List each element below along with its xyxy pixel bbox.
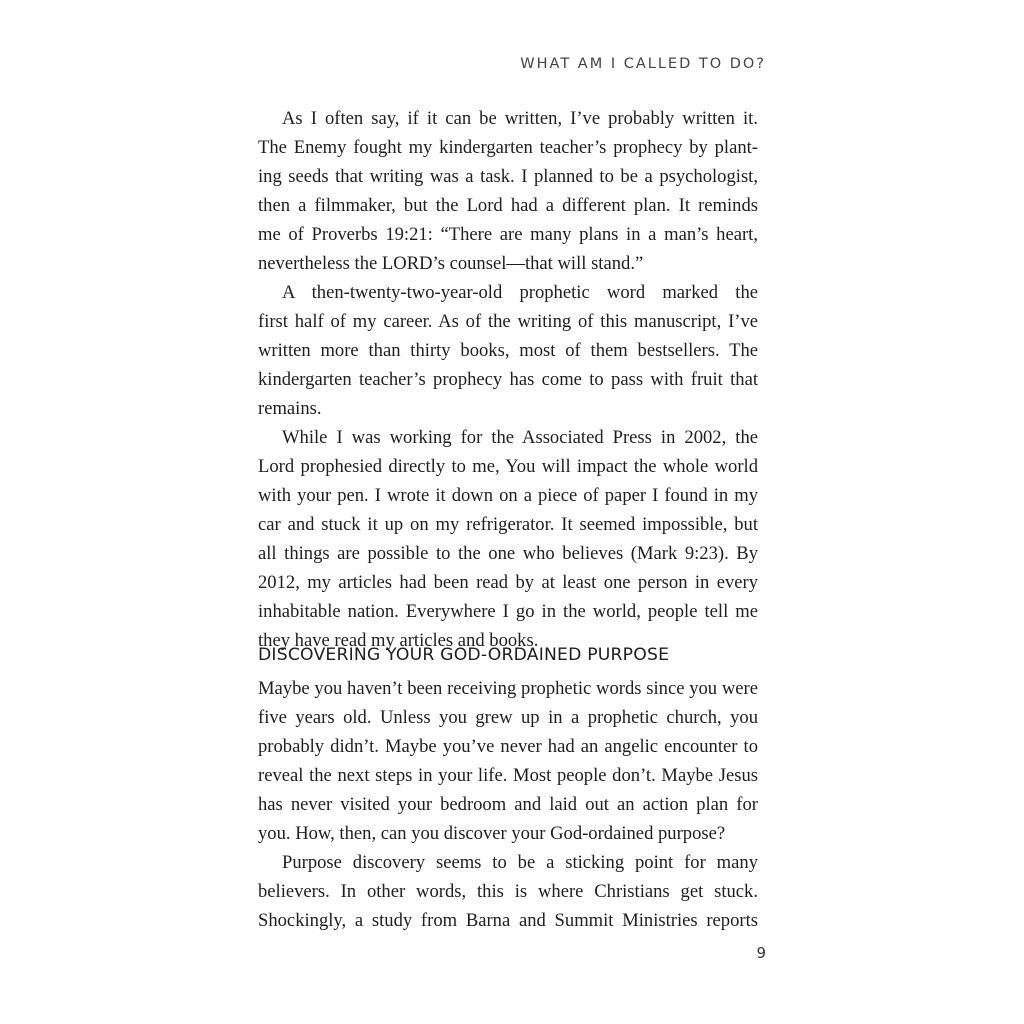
paragraph-3-line-2: Lord prophesied directly to me, You will impact the whole world (258, 456, 758, 477)
paragraph-4-line-4: reveal the next steps in your life. Most people don’t. Maybe Jesus (258, 765, 758, 786)
paragraph-4-line-3: probably didn’t. Maybe you’ve never had an angelic encounter to (258, 736, 758, 757)
paragraph-3-line-1: While I was working for the Associated Press in 2002, the (282, 427, 758, 448)
paragraph-3-line-7: inhabitable nation. Everywhere I go in the world, people tell me (258, 601, 758, 622)
paragraph-2-line-1: A then-twenty-two-year-old prophetic word marked the (282, 282, 758, 303)
paragraph-2-line-3: written more than thirty books, most of them bestsellers. The (258, 340, 758, 361)
paragraph-4-line-5: has never visited your bedroom and laid out an action plan for (258, 794, 758, 815)
paragraph-3-line-8: they have read my articles and books. (258, 630, 539, 651)
paragraph-3-line-3: with your pen. I wrote it down on a piece of paper I found in my (258, 485, 758, 506)
paragraph-1-line-1: As I often say, if it can be written, I’ve probably written it. (282, 108, 758, 129)
paragraph-2-line-4: kindergarten teacher’s prophecy has come to pass with fruit that (258, 369, 758, 390)
paragraph-5-line-3: Shockingly, a study from Barna and Summit Ministries reports (258, 910, 758, 931)
paragraph-5-line-2: believers. In other words, this is where Christians get stuck. (258, 881, 758, 902)
paragraph-3-line-4: car and stuck it up on my refrigerator. It seemed impossible, but (258, 514, 758, 535)
paragraph-3-line-6: 2012, my articles had been read by at least one person in every (258, 572, 758, 593)
paragraph-5-line-1: Purpose discovery seems to be a sticking point for many (282, 852, 758, 873)
paragraph-3-line-5: all things are possible to the one who believes (Mark 9:23). By (258, 543, 758, 564)
body-text-after-heading (258, 674, 758, 935)
section-heading: DISCOVERING YOUR GOD-ORDAINED PURPOSE (258, 645, 670, 665)
paragraph-4-line-1: Maybe you haven’t been receiving prophetic words since you were (258, 678, 758, 699)
paragraph-1-line-5: me of Proverbs 19:21: “There are many plans in a man’s heart, (258, 224, 758, 245)
paragraph-1-line-6: nevertheless the LORD’s counsel—that will stand.” (258, 253, 644, 274)
paragraph-2-line-2: first half of my career. As of the writing of this manuscript, I’ve (258, 311, 758, 332)
paragraph-1-line-2: The Enemy fought my kindergarten teacher’s prophecy by plant- (258, 137, 758, 158)
running-head: WHAT AM I CALLED TO DO? (520, 56, 766, 72)
paragraph-1-line-4: then a filmmaker, but the Lord had a different plan. It reminds (258, 195, 758, 216)
paragraph-4-line-6: you. How, then, can you discover your God-ordained purpose? (258, 823, 726, 844)
paragraph-2-line-5: remains. (258, 398, 322, 419)
page-number: 9 (756, 944, 766, 962)
paragraph-1-line-3: ing seeds that writing was a task. I planned to be a psychologist, (258, 166, 758, 187)
body-text-before-heading (258, 104, 758, 655)
paragraph-4-line-2: five years old. Unless you grew up in a prophetic church, you (258, 707, 758, 728)
